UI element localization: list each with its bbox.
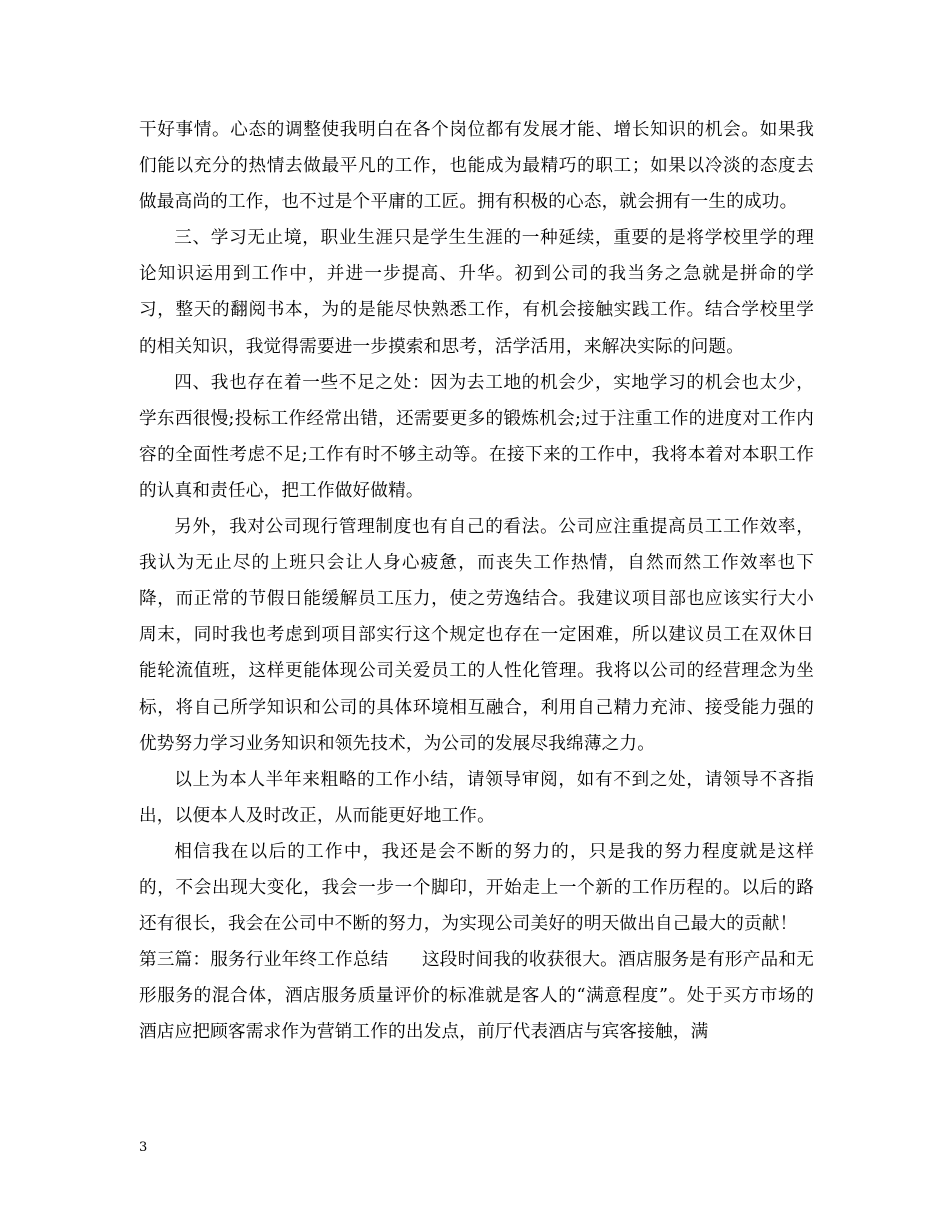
section-paragraph (139, 942, 814, 1050)
paragraph: 干好事情。心态的调整使我明白在各个岗位都有发展才能、增长知识的机会。如果我们能以充分的热情去做最平凡的工作，也能成为最精巧的职工；如果以冷淡的态度去做最高尚的工作，也不过是个平庸的工匠。拥有积极的心态，就会拥有一生的成功。 (139, 120, 814, 213)
section-heading: 第三篇：服务行业年终工作总结 (139, 950, 389, 971)
document-body (139, 112, 814, 1050)
paragraph: 相信我在以后的工作中，我还是会不断的努力的，只是我的努力程度就是这样的，不会出现大变化，我会一步一个脚印，开始走上一个新的工作历程的。以后的路还有很长，我会在公司中不断的努力，为实现公司美好的明天做出自己最大的贡献！ (139, 841, 814, 935)
section-text: 这段时间我的收获很大。酒店服务是有形产品和无形服务的混合体，酒店服务质量评价的标准就是客人的“满意程度”。处于买方市场的酒店应把顾客需求作为营销工作的出发点，前厅代表酒店与宾客接触，满 (139, 950, 814, 1043)
paragraph: 三、学习无止境，职业生涯只是学生生涯的一种延续，重要的是将学校里学的理论知识运用到工作中，并进一步提高、升华。初到公司的我当务之急就是拼命的学习，整天的翻阅书本，为的是能尽快熟悉工作，有机会接触实践工作。结合学校里学的相关知识，我觉得需要进一步摸索和思考，活学活用，来解决实际的问题。 (139, 228, 814, 357)
page-number: 3 (139, 1140, 148, 1155)
paragraph: 以上为本人半年来粗略的工作小结，请领导审阅，如有不到之处，请领导不吝指出，以便本人及时改正，从而能更好地工作。 (139, 769, 814, 826)
paragraph: 四、我也存在着一些不足之处：因为去工地的机会少，实地学习的机会也太少，学东西很慢;投标工作经常出错，还需要更多的锻炼机会;过于注重工作的进度对工作内容的全面性考虑不足;工作有时不够主动等。在接下来的工作中，我将本着对本职工作的认真和责任心，把工作做好做精。 (139, 372, 814, 501)
paragraph: 另外，我对公司现行管理制度也有自己的看法。公司应注重提高员工工作效率，我认为无止尽的上班只会让人身心疲惫，而丧失工作热情，自然而然工作效率也下降，而正常的节假日能缓解员工压力，使之劳逸结合。我建议项目部也应该实行大小周末，同时我也考虑到项目部实行这个规定也存在一定困难，所以建议员工在双休日能轮流值班，这样更能体现公司关爱员工的人性化管理。我将以公司的经营理念为坐标，将自己所学知识和公司的具体环境相互融合，利用自己精力充沛、接受能力强的优势努力学习业务知识和领先技术，为公司的发展尽我绵薄之力。 (139, 517, 814, 754)
